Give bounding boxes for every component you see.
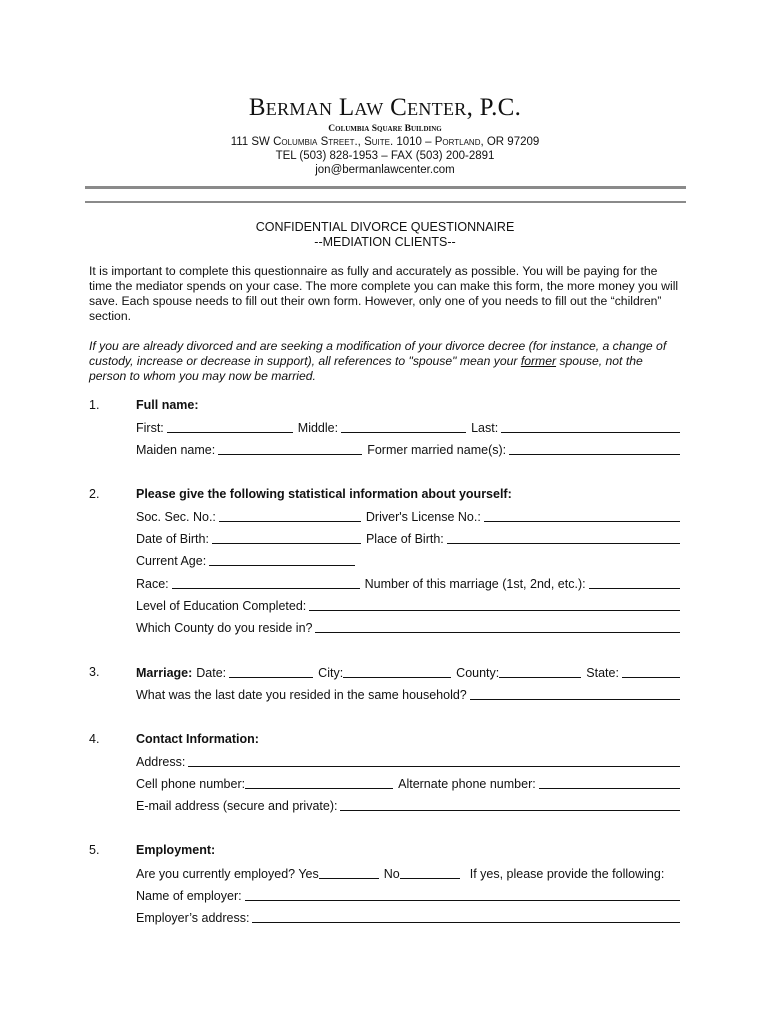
firm-phone-fax: TEL (503) 828-1953 – FAX (503) 200-2891	[275, 150, 495, 162]
first-name-field[interactable]	[167, 420, 293, 433]
county-label: Which County do you reside in?	[136, 621, 313, 635]
place-of-birth-field[interactable]	[447, 531, 680, 544]
maiden-name-label: Maiden name:	[136, 443, 216, 457]
employed-no-label: No	[383, 867, 400, 881]
education-row	[136, 597, 680, 613]
last-household-field[interactable]	[470, 687, 680, 700]
building-name: Columbia Square Building	[328, 124, 442, 134]
employer-address-field[interactable]	[252, 910, 680, 923]
cell-phone-field[interactable]	[245, 776, 393, 789]
marriage-county-field[interactable]	[499, 665, 581, 678]
marriage-state-field[interactable]	[622, 665, 680, 678]
marriage-county-label: County:	[456, 666, 500, 680]
drivers-license-field[interactable]	[484, 509, 680, 522]
ssn-label: Soc. Sec. No.:	[136, 510, 216, 524]
document-title: CONFIDENTIAL DIVORCE QUESTIONNAIRE	[255, 220, 515, 234]
marriage-date-field[interactable]	[229, 665, 313, 678]
ssn-license-row	[136, 508, 680, 524]
document-subtitle: --MEDIATION CLIENTS--	[314, 235, 456, 249]
section-5-number: 5.	[89, 843, 100, 857]
firm-name: Berman Law Center, P.C.	[248, 94, 522, 121]
employed-yes-label: Are you currently employed? Yes	[136, 867, 319, 881]
education-field[interactable]	[309, 598, 680, 611]
section-3-number: 3.	[89, 665, 100, 679]
last-name-field[interactable]	[501, 420, 680, 433]
section-3-title: Marriage:	[136, 666, 193, 680]
current-age-label: Current Age:	[136, 554, 207, 568]
current-age-field[interactable]	[209, 553, 355, 566]
firm-address: 111 SW Columbia Street., Suite. 1010 – Portland, OR 97209	[230, 136, 540, 148]
race-field[interactable]	[172, 576, 360, 589]
marriage-city-label: City:	[318, 666, 344, 680]
county-row	[136, 619, 680, 635]
marriage-number-label: Number of this marriage (1st, 2nd, etc.):	[364, 577, 586, 591]
alternate-phone-field[interactable]	[539, 776, 680, 789]
last-household-row	[136, 686, 680, 702]
marriage-row	[136, 664, 680, 680]
last-household-label: What was the last date you resided in the same household?	[136, 688, 467, 702]
cell-phone-label: Cell phone number:	[136, 777, 246, 791]
section-2-number: 2.	[89, 487, 100, 501]
maiden-name-row	[136, 441, 680, 457]
marriage-date-label: Date:	[196, 666, 227, 680]
employment-status-row	[136, 865, 680, 881]
employed-no-field[interactable]	[400, 866, 460, 879]
address-label: Address:	[136, 755, 186, 769]
alternate-phone-label: Alternate phone number:	[398, 777, 536, 791]
middle-name-label: Middle:	[297, 421, 339, 435]
modification-note-start: If you are already divorced and are seeking a modification of your divorce decree (for instance, a change of custody, increase or decrease in support), all references to "spouse" mean your	[89, 339, 667, 368]
address-field[interactable]	[188, 754, 680, 767]
date-of-birth-label: Date of Birth:	[136, 532, 209, 546]
section-1-number: 1.	[89, 398, 100, 412]
race-marriage-row	[136, 575, 680, 591]
section-1-title: Full name:	[136, 398, 199, 412]
current-age-row	[136, 552, 680, 568]
date-of-birth-field[interactable]	[212, 531, 361, 544]
former-married-name-label: Former married name(s):	[367, 443, 507, 457]
firm-email: jon@bermanlawcenter.com	[315, 164, 455, 176]
address-row	[136, 753, 680, 769]
section-4-number: 4.	[89, 732, 100, 746]
header-divider-top	[85, 186, 686, 189]
employer-name-field[interactable]	[245, 888, 680, 901]
employer-name-label: Name of employer:	[136, 889, 242, 903]
employer-name-row	[136, 887, 680, 903]
employer-address-label: Employer’s address:	[136, 911, 250, 925]
drivers-license-label: Driver's License No.:	[365, 510, 481, 524]
place-of-birth-label: Place of Birth:	[365, 532, 444, 546]
education-label: Level of Education Completed:	[136, 599, 307, 613]
county-field[interactable]	[315, 620, 680, 633]
former-married-name-field[interactable]	[509, 442, 680, 455]
full-name-row	[136, 419, 680, 435]
modification-note	[89, 339, 683, 384]
first-name-label: First:	[136, 421, 164, 435]
maiden-name-field[interactable]	[218, 442, 362, 455]
section-2-title: Please give the following statistical information about yourself:	[136, 487, 512, 501]
employed-yes-field[interactable]	[319, 866, 379, 879]
section-5-title: Employment:	[136, 843, 216, 857]
employment-instruction: If yes, please provide the following:	[469, 867, 665, 881]
marriage-city-field[interactable]	[343, 665, 451, 678]
email-row	[136, 797, 680, 813]
marriage-number-field[interactable]	[589, 576, 680, 589]
employer-address-row	[136, 909, 680, 925]
former-emphasis: former	[520, 354, 557, 368]
ssn-field[interactable]	[219, 509, 361, 522]
birth-row	[136, 530, 680, 546]
email-label: E-mail address (secure and private):	[136, 799, 338, 813]
section-4-title: Contact Information:	[136, 732, 259, 746]
modification-note-end: spouse, not the person to whom you may now be married.	[89, 354, 643, 383]
phone-row	[136, 775, 680, 791]
last-name-label: Last:	[471, 421, 499, 435]
header-divider-bottom	[85, 201, 686, 203]
race-label: Race:	[136, 577, 169, 591]
email-field[interactable]	[340, 798, 680, 811]
marriage-state-label: State:	[586, 666, 619, 680]
intro-paragraph: It is important to complete this questionnaire as fully and accurately as possible. You will be paying for the time the mediator spends on your case. The more complete you can make this form, the more money you will save. Each spouse needs to fill out their own form. However, only one of you needs to fill out the “children” section.	[89, 264, 679, 323]
middle-name-field[interactable]	[341, 420, 466, 433]
